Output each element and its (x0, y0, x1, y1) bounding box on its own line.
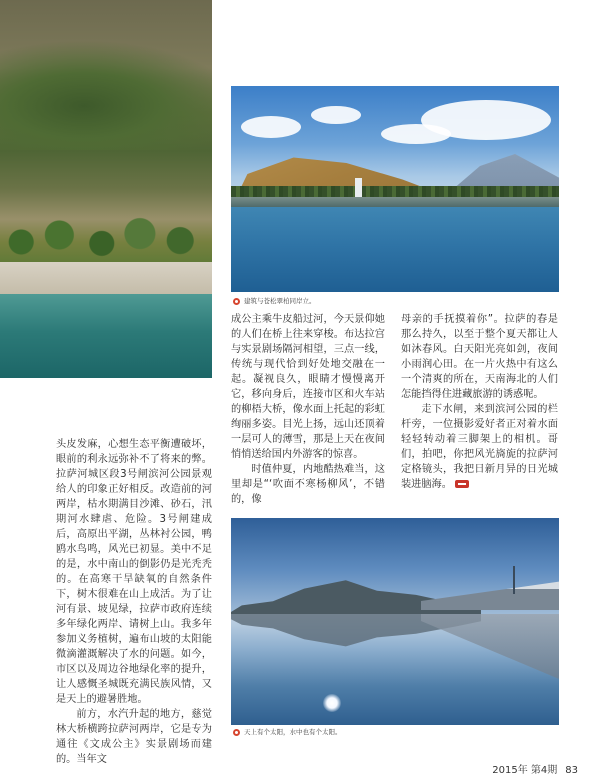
paragraph-text: 走下水闸，来到滨河公园的栏杆旁，一位摄影爱好者正对着水面轻轻转动着三脚架上的相机。哥们，拍吧，你把风光旖旎的拉萨河定格镜头，我把日新月异的日光城装进脑海。 (401, 404, 558, 490)
paragraph: 时值仲夏，内地酷热难当，这里却是“‘吹面不寒杨柳风’，不错的，像 (231, 464, 385, 505)
cloud (381, 124, 451, 144)
river-water (0, 294, 212, 378)
sun-reflection (323, 694, 341, 712)
page-number: 83 (565, 765, 578, 776)
cloud (311, 106, 361, 124)
lamp-pole (513, 566, 515, 594)
dam-wall (231, 197, 559, 207)
text-column-right (401, 312, 558, 492)
bridge (421, 580, 559, 610)
riverside-trees (0, 200, 212, 270)
mountain-slope (0, 40, 212, 150)
text-column-middle (231, 312, 385, 507)
paragraph: 母亲的手抚摸着你”。拉萨的春是那么持久，以至于整个夏天都让人如沐春风。白天阳光亮如剑，夜间小雨润心田。在一片火热中有这么一个清爽的所在，天南海北的人们怎能挡得住进藏旅游的诱惑呢。 (401, 314, 558, 400)
page-footer (492, 761, 578, 776)
lake-water (231, 207, 559, 292)
paragraph: 成公主乘牛皮船过河，今天景仰她的人们在桥上往来穿梭。布达拉宫与实景剧场隔河相望，三点一线，传统与现代恰到好处地交融在一起。凝视良久，眼睛才慢慢离开它，移向身后，连接市区和火车站的柳梧大桥，像水面上托起的彩虹绚丽多姿。目光上扬，远山还顶着一层可人的薄雪，那是上天在夜间悄悄送给国内外游客的惊喜。 (231, 314, 385, 460)
caption-text: 天上有个太阳，水中也有个太阳。 (244, 728, 342, 736)
paragraph: 头皮发麻，心想生态平衡遭破坏，眼前的利永远弥补不了将来的弊。拉萨河城区段3号闸滨河公园景观给人的印象正好相反。改造前的河两岸，枯水期满目沙滩、砂石，汛期河水肆虐、危险。3号闸建成后，高原出平湖，丛林衬公园，鸭鸥水鸟鸣，风光已初显。美中不足的是，水中南山的倒影仍是光秃秃的。在高寒干旱缺氧的自然条件下，树木很难在山上成活。为了让河有景、坡见绿，拉萨市政府连续多年绿化两岸、请树上山。我多年参加义务植树，遍布山坡的太阳能微滴灌溉解决了水的问题。如今，市区以及周边谷地绿化率的提升，让人感慨圣城既充满民族风情，又是天上的避暑胜地。 (56, 439, 212, 705)
issue-label: 2015年 第4期 (492, 765, 558, 776)
mountain-range (231, 576, 481, 618)
caption-bullet-icon (233, 298, 240, 305)
caption-bullet-icon (233, 729, 240, 736)
bridge-lake-photo (231, 518, 559, 725)
cloud (241, 116, 301, 138)
end-mark-icon (455, 480, 469, 488)
text-column-left (56, 437, 212, 767)
river-valley-photo (0, 0, 212, 378)
gravel-riverbank (0, 262, 212, 294)
photo-caption-1 (233, 296, 316, 306)
paragraph (401, 402, 558, 492)
dam-lake-photo (231, 86, 559, 292)
caption-text: 建筑与苍松翠柏同岸立。 (244, 297, 316, 305)
photo-caption-2 (233, 727, 342, 737)
paragraph: 前方，水汽升起的地方，慈觉林大桥横跨拉萨河两岸，它是专为通往《文成公主》实景剧场而建的。当年文 (56, 709, 212, 765)
